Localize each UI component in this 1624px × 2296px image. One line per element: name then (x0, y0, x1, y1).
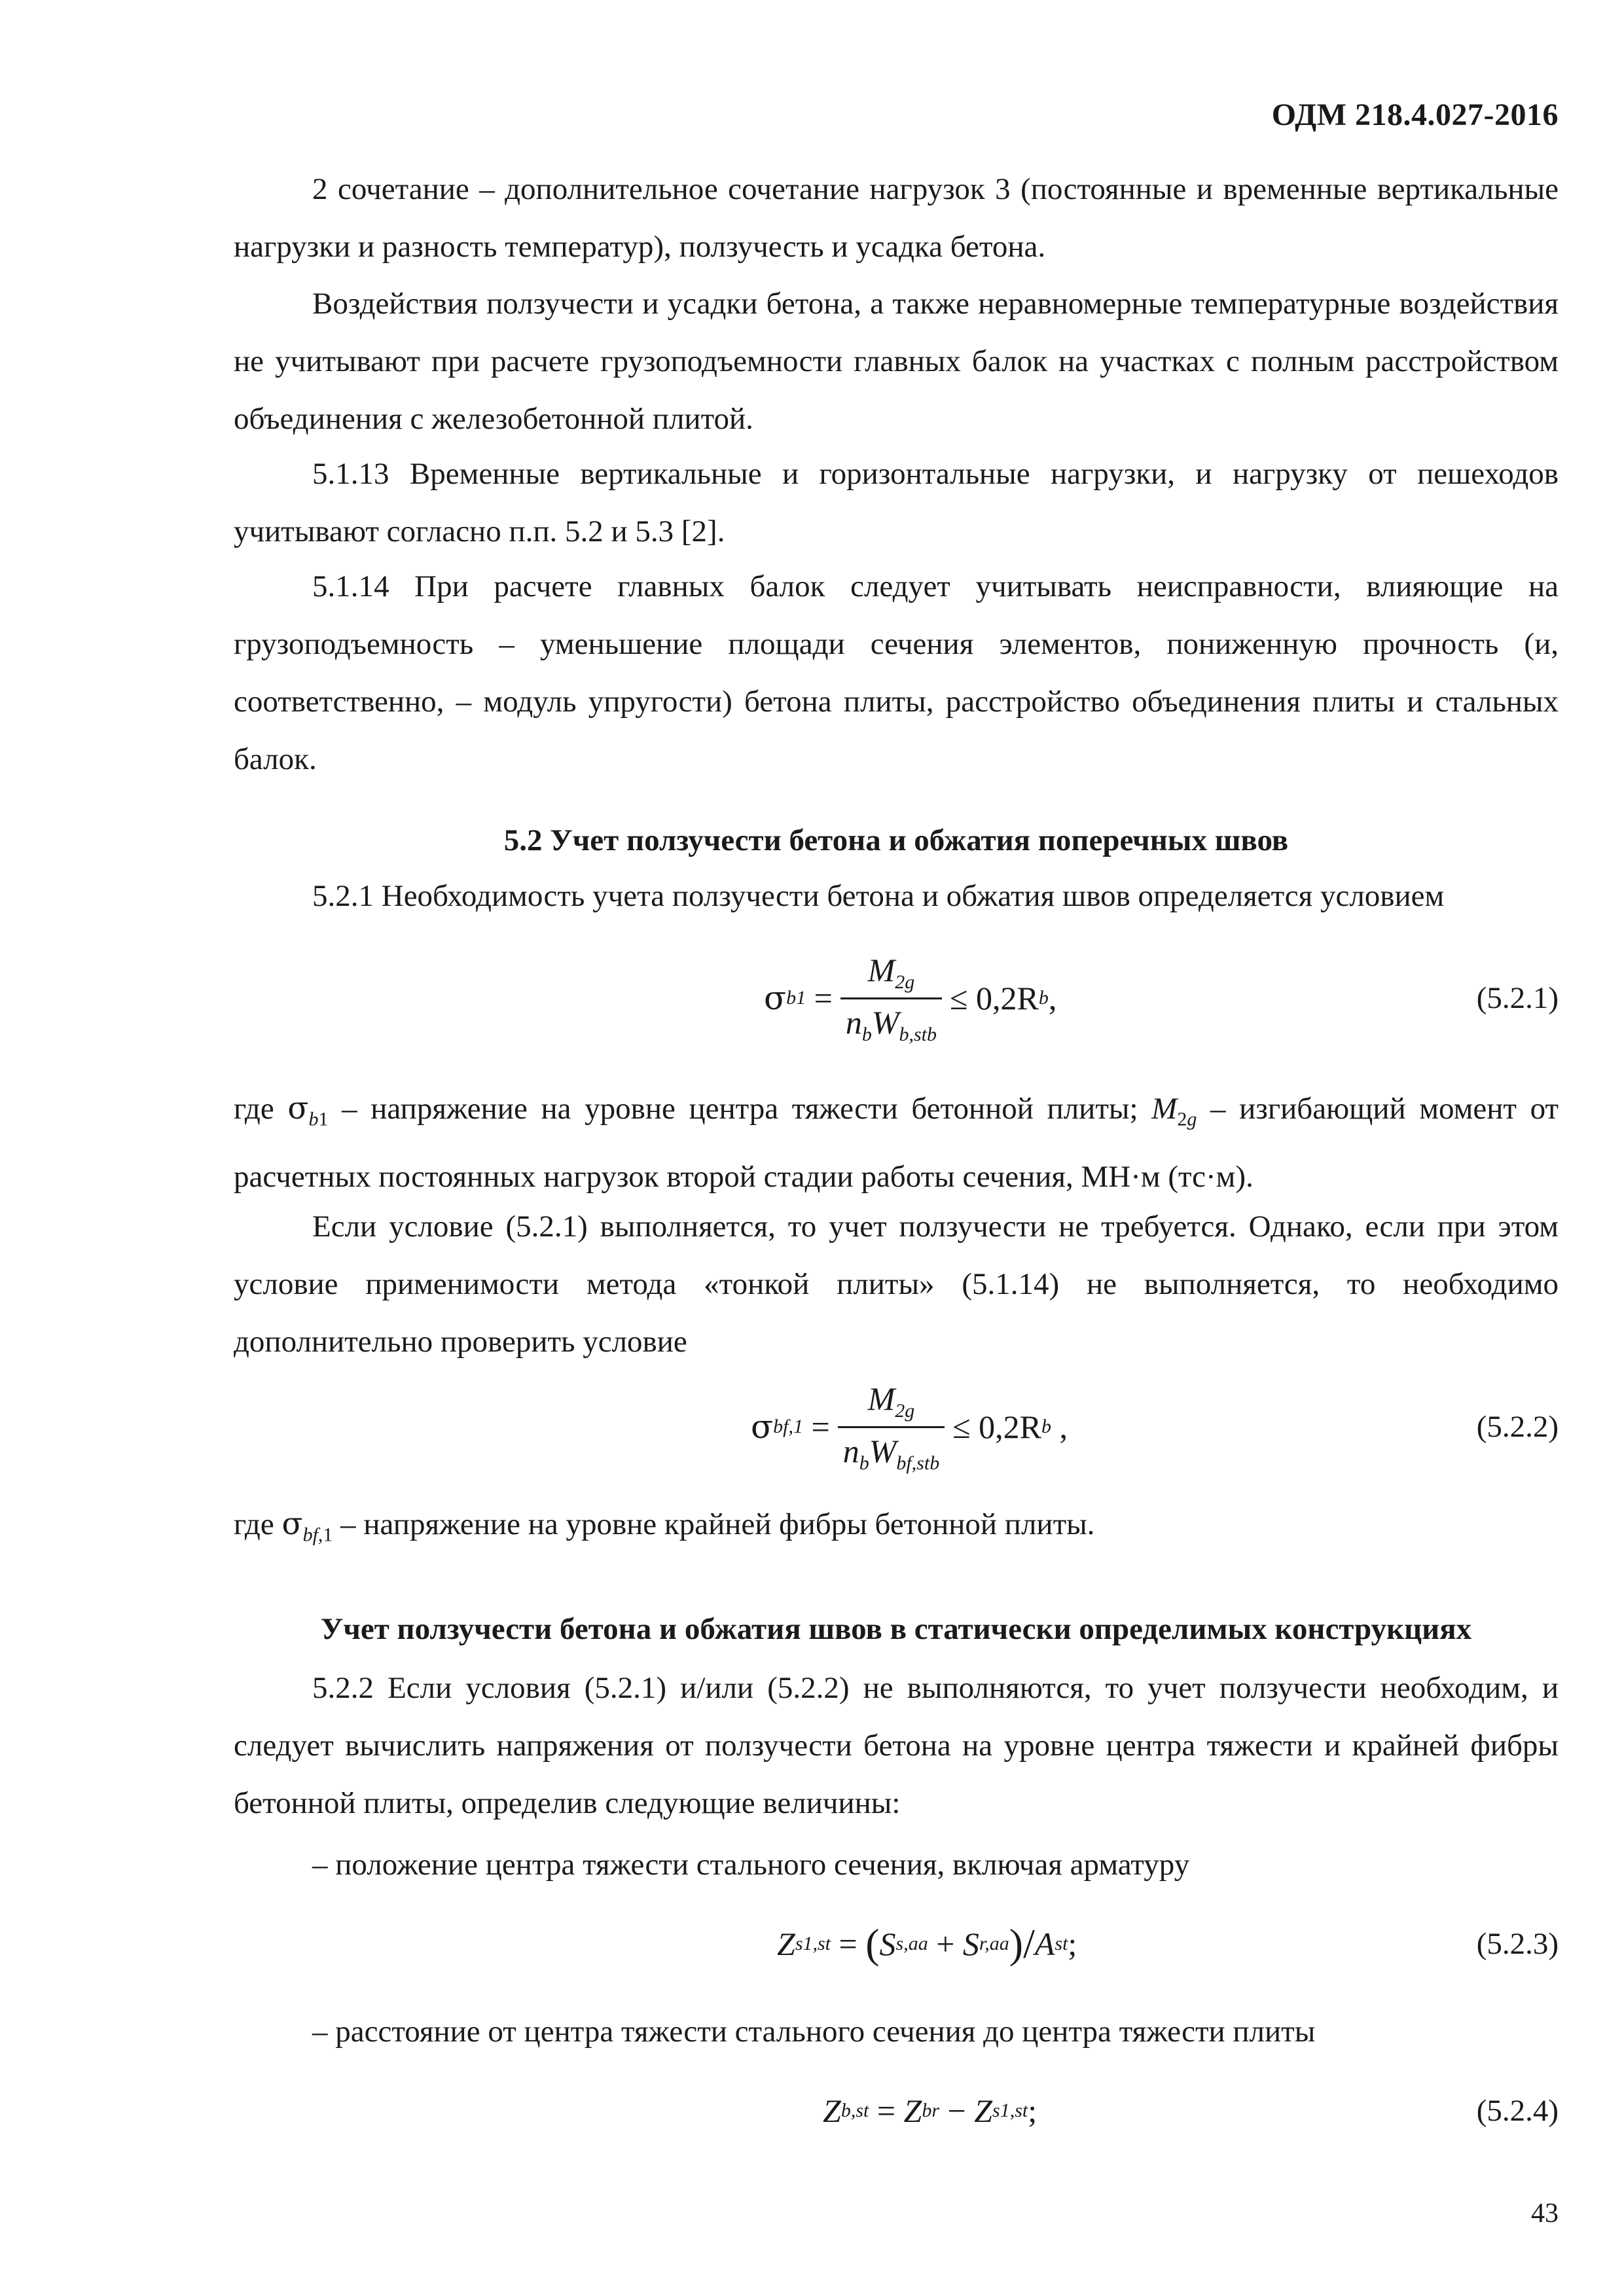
paragraph: 5.1.14 При расчете главных балок следует учитывать неисправности, влияющие на грузоподъемность – уменьшение площади сечения элементов, пониженную прочность (и, соответственно, – модуль упругости) бетона плиты, расстройство объединения плиты и стальных балок. (234, 569, 1559, 776)
equation-number: (5.2.3) (1476, 1927, 1559, 1961)
formula-rhs: ≤ 0,2R (950, 980, 1039, 1016)
equation-5-2-2 (234, 1371, 1559, 1482)
equation-5-2-3 (234, 1895, 1559, 1993)
formula: Z s1,st = ( S s,aa + S r,aa ) / A st ; (777, 1920, 1077, 1967)
equation-number: (5.2.4) (1476, 2094, 1559, 2128)
formula: Z b,st = Z br − Z s1,st ; (823, 2092, 1038, 2129)
paragraph: где $\sigma_{bf,1}$ – напряжение на уровне крайней фибры бетонной плиты. (234, 1506, 1095, 1546)
formula: σ b1 = $\frac{M_{2g}}{n_bW_{b,stb}}$ ≤ 0,2R b , (764, 951, 1057, 1045)
paragraph: 5.1.13 Временные вертикальные и горизонтальные нагрузки, и нагрузку от пешеходов учитывают согласно п.п. 5.2 и 5.3 [2]. (234, 457, 1559, 548)
document-code: ОДМ 218.4.027-2016 (1271, 98, 1559, 132)
page-number: 43 (1531, 2198, 1559, 2229)
equation-number: (5.2.1) (1476, 981, 1559, 1015)
paragraph: 5.2.2 Если условия (5.2.1) и/или (5.2.2) не выполняются, то учет ползучести необходим, и следует вычислить напряжения от ползучести бетона на уровне центра тяжести и крайней фибры бетонной плиты, определив следующие величины: (234, 1671, 1559, 1820)
paragraph: Если условие (5.2.1) выполняется, то учет ползучести не требуется. Однако, если при этом условие применимости метода «тонкой плиты» (5.1.14) не выполняется, то необходимо дополнительно проверить условие (234, 1210, 1559, 1359)
formula: σ bf,1 = $\frac{M_{2g}}{n_bW_{bf,stb}}$ ≤ 0,2R b , (751, 1380, 1068, 1474)
section-heading: 5.2 Учет ползучести бетона и обжатия поперечных швов (503, 823, 1289, 857)
paragraph: – положение центра тяжести стального сечения, включая арматуру (312, 1848, 1190, 1882)
paragraph: 5.2.1 Необходимость учета ползучести бетона и обжатия швов определяется условием (312, 879, 1445, 913)
paragraph: где $\sigma_{b1}$ – напряжение на уровне центра тяжести бетонной плиты; $M_{2g}$ – изгибающий момент от расчетных постоянных нагрузок второй стадии работы сечения, МН·м (тс·м). (234, 1090, 1559, 1194)
equation-5-2-4 (234, 2062, 1559, 2160)
paragraph: Воздействия ползучести и усадки бетона, а также неравномерные температурные воздействия не учитывают при расчете грузоподъемности главных балок на участках с полным расстройством объединения с железобетонной плитой. (234, 287, 1559, 436)
subsection-heading: Учет ползучести бетона и обжатия швов в статически определимых конструкциях (320, 1612, 1472, 1646)
equation-5-2-1 (234, 942, 1559, 1054)
equation-number: (5.2.2) (1476, 1410, 1559, 1444)
paragraph: – расстояние от центра тяжести стального сечения до центра тяжести плиты (312, 2015, 1316, 2049)
paragraph: 2 сочетание – дополнительное сочетание нагрузок 3 (постоянные и временные вертикальные нагрузки и разность температур), ползучесть и усадка бетона. (234, 172, 1559, 264)
formula-rhs: ≤ 0,2R (952, 1408, 1041, 1445)
